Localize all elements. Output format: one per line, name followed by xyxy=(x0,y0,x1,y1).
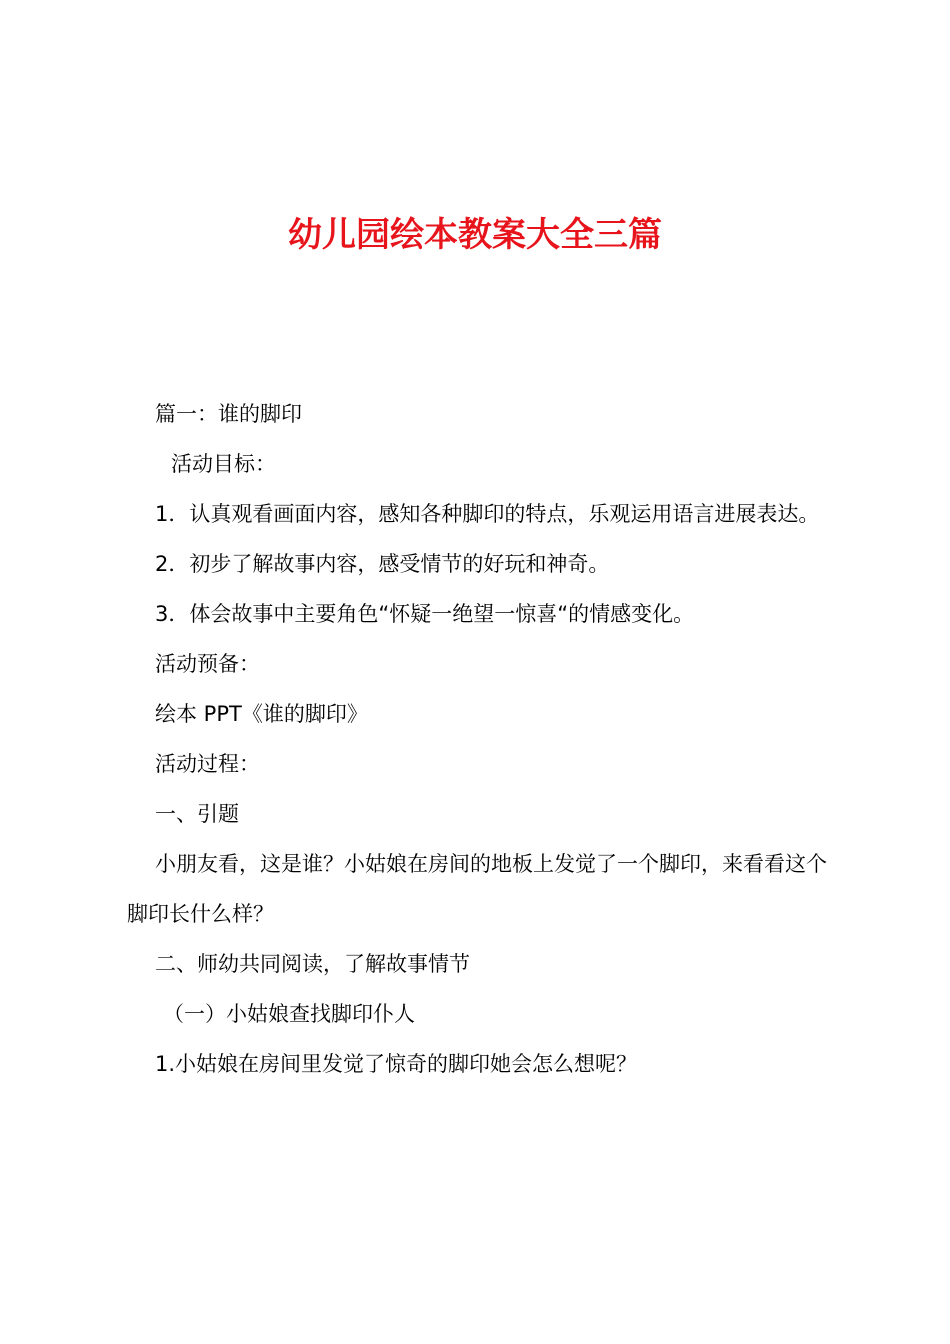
process-substep-heading: （一）小姑娘查找脚印仆人 xyxy=(163,1002,415,1026)
document-body xyxy=(127,389,833,1089)
activity-preparation-item: 绘本 PPT《谁的脚印》 xyxy=(155,702,368,726)
goal-item-2: 2．初步了解故事内容，感受情节的好玩和神奇。 xyxy=(155,552,610,576)
process-substep-item-1: 1.小姑娘在房间里发觉了惊奇的脚印她会怎么想呢？ xyxy=(155,1052,638,1076)
activity-preparation-label: 活动预备： xyxy=(155,652,260,676)
document-title: 幼儿园绘本教案大全三篇 xyxy=(288,215,662,255)
activity-goals-label: 活动目标： xyxy=(171,452,276,476)
process-step-1-heading: 一、引题 xyxy=(155,802,239,826)
goal-item-3: 3．体会故事中主要角色“怀疑一绝望一惊喜“的情感变化。 xyxy=(155,602,695,626)
goal-item-1: 1．认真观看画面内容，感知各种脚印的特点，乐观运用语言进展表达。 xyxy=(155,502,820,526)
process-step-2-heading: 二、师幼共同阅读，了解故事情节 xyxy=(155,952,470,976)
activity-process-label: 活动过程： xyxy=(155,752,260,776)
process-step-1-text: 小朋友看，这是谁？小姑娘在房间的地板上发觉了一个脚印，来看看这个脚印长什么样？ xyxy=(127,852,827,926)
section-heading: 篇一：谁的脚印 xyxy=(155,402,302,426)
